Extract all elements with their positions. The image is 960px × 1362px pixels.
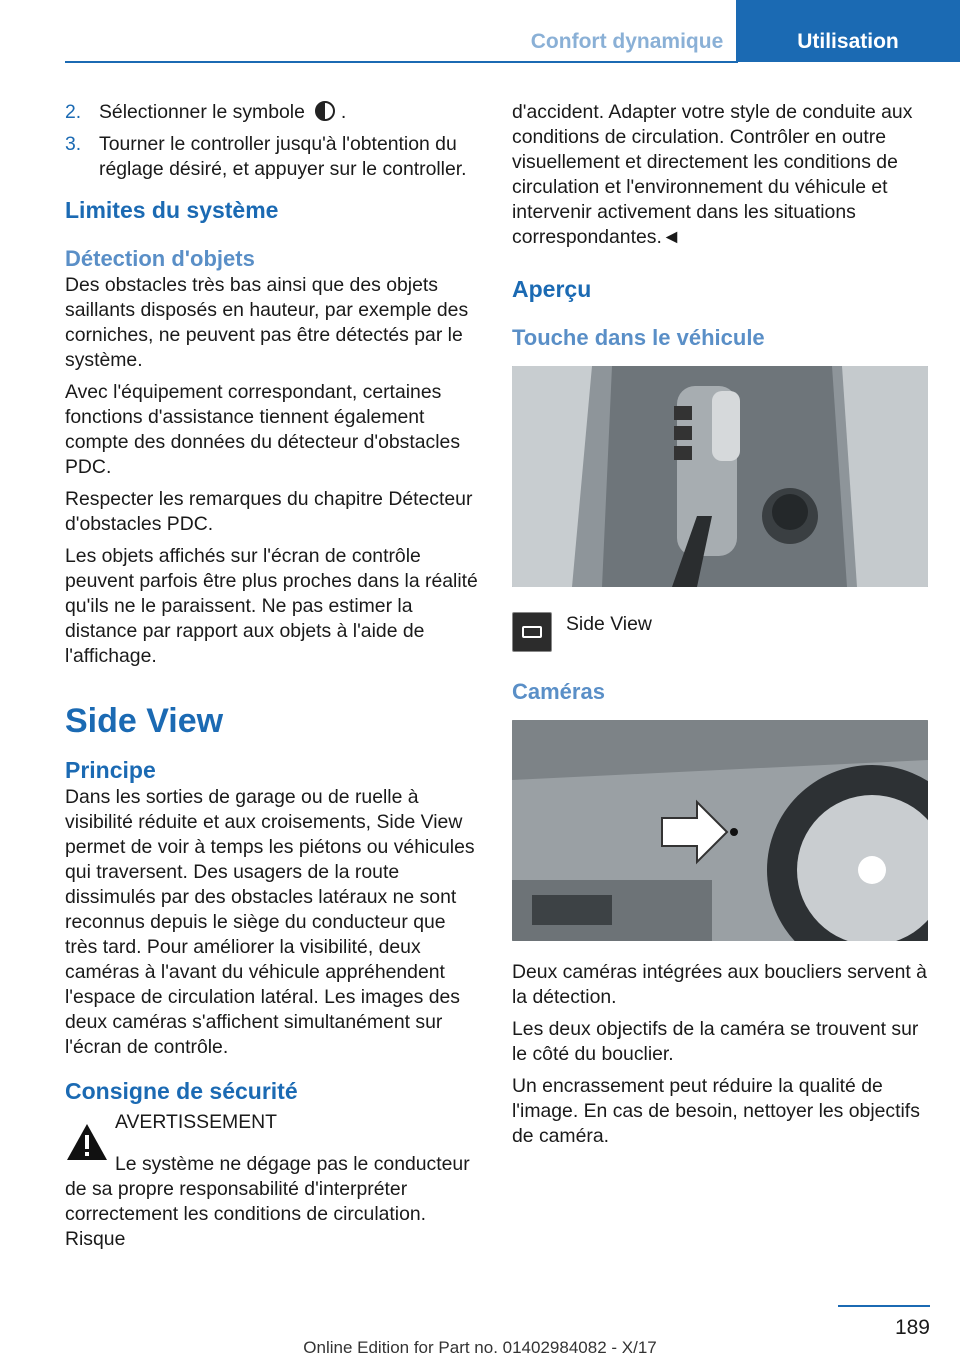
right-column [512, 100, 930, 1156]
step-text: Tourner le controller jusqu'à l'obtention du réglage désiré, et appuyer sur le controller. [99, 133, 467, 180]
edition-footer: Online Edition for Part no. 01402984082 - X/17 [303, 1338, 657, 1357]
paragraph: Respecter les remarques du chapitre Détecteur d'obstacles PDC. [65, 488, 473, 535]
step-text: Sélectionner le symbole [99, 101, 305, 123]
button-label: Side View [566, 613, 652, 635]
steps-list [65, 100, 480, 182]
paragraph: Des obstacles très bas ainsi que des objets saillants disposés en hauteur, par exemple des corniches, ne peuvent pas être détectés par le système. [65, 274, 469, 371]
step-number: 3. [65, 133, 82, 155]
principe-heading: Principe [65, 757, 156, 783]
cameras-image [512, 720, 928, 941]
side-view-button-icon [512, 612, 552, 652]
header-rule [65, 61, 738, 63]
detection-heading: Détection d'objets [65, 246, 255, 271]
paragraph: Les objets affichés sur l'écran de contrôle peuvent parfois être plus proches dans la réalité qu'ils ne le paraissent. Ne pas estimer la distance par rapport aux objets à l'aide de l'affichage. [65, 545, 478, 667]
paragraph: Avec l'équipement correspondant, certaines fonctions d'assistance tiennent également compte des données du détecteur d'obstacles PDC. [65, 381, 461, 478]
warning-triangle-icon [65, 1122, 109, 1162]
safety-heading: Consigne de sécurité [65, 1078, 298, 1104]
header-tabs [518, 0, 960, 62]
left-column [65, 100, 480, 1259]
step-2 [65, 100, 480, 125]
side-view-heading: Side View [65, 702, 224, 740]
section-tab: Confort dynamique [530, 30, 724, 53]
apercu-heading: Aperçu [512, 276, 592, 302]
warning-continuation: d'accident. Adapter votre style de conduite aux conditions de circulation. Contrôler en outre visuellement et directement les conditions de circulation et l'environnement du véhicule et intervenir activement dans les situations correspondantes.◄ [512, 101, 913, 248]
cameras-heading: Caméras [512, 679, 605, 704]
paragraph: Les deux objectifs de la caméra se trouvent sur le côté du bouclier. [512, 1018, 919, 1065]
step-3 [65, 132, 480, 182]
limits-heading: Limites du système [65, 197, 279, 223]
chapter-tab: Utilisation [736, 0, 960, 62]
step-number: 2. [65, 101, 82, 123]
warning-text: Le système ne dégage pas le conducteur de sa propre responsabilité d'interpréter correctement les conditions de circulation. Risque [65, 1153, 470, 1250]
paragraph: Un encrassement peut réduire la qualité de l'image. En cas de besoin, nettoyer les objectifs de caméra. [512, 1075, 920, 1147]
paragraph: Deux caméras intégrées aux boucliers servent à la détection. [512, 961, 927, 1008]
side-view-button-row [512, 612, 930, 652]
paragraph: Dans les sorties de garage ou de ruelle à visibilité réduite et aux croisements, Side View permet de voir à temps les piétons ou véhicules qui traversent. Des usagers de la route dissimulés par des obstacles latéraux ne sont reconnus depuis le siège du conducteur que très tard. Pour améliorer la visibilité, deux caméras à l'avant du véhicule appréhendent l'espace de circulation latéral. Les images des deux caméras s'affichent simultanément sur l'écran de contrôle. [65, 786, 475, 1058]
button-heading: Touche dans le véhicule [512, 325, 765, 350]
step-text-end: . [340, 101, 347, 123]
footer-rule [838, 1305, 930, 1307]
warning-title: AVERTISSEMENT [115, 1111, 277, 1133]
page-number: 189 [894, 1316, 930, 1339]
console-image [512, 366, 928, 587]
half-circle-icon [315, 101, 335, 121]
